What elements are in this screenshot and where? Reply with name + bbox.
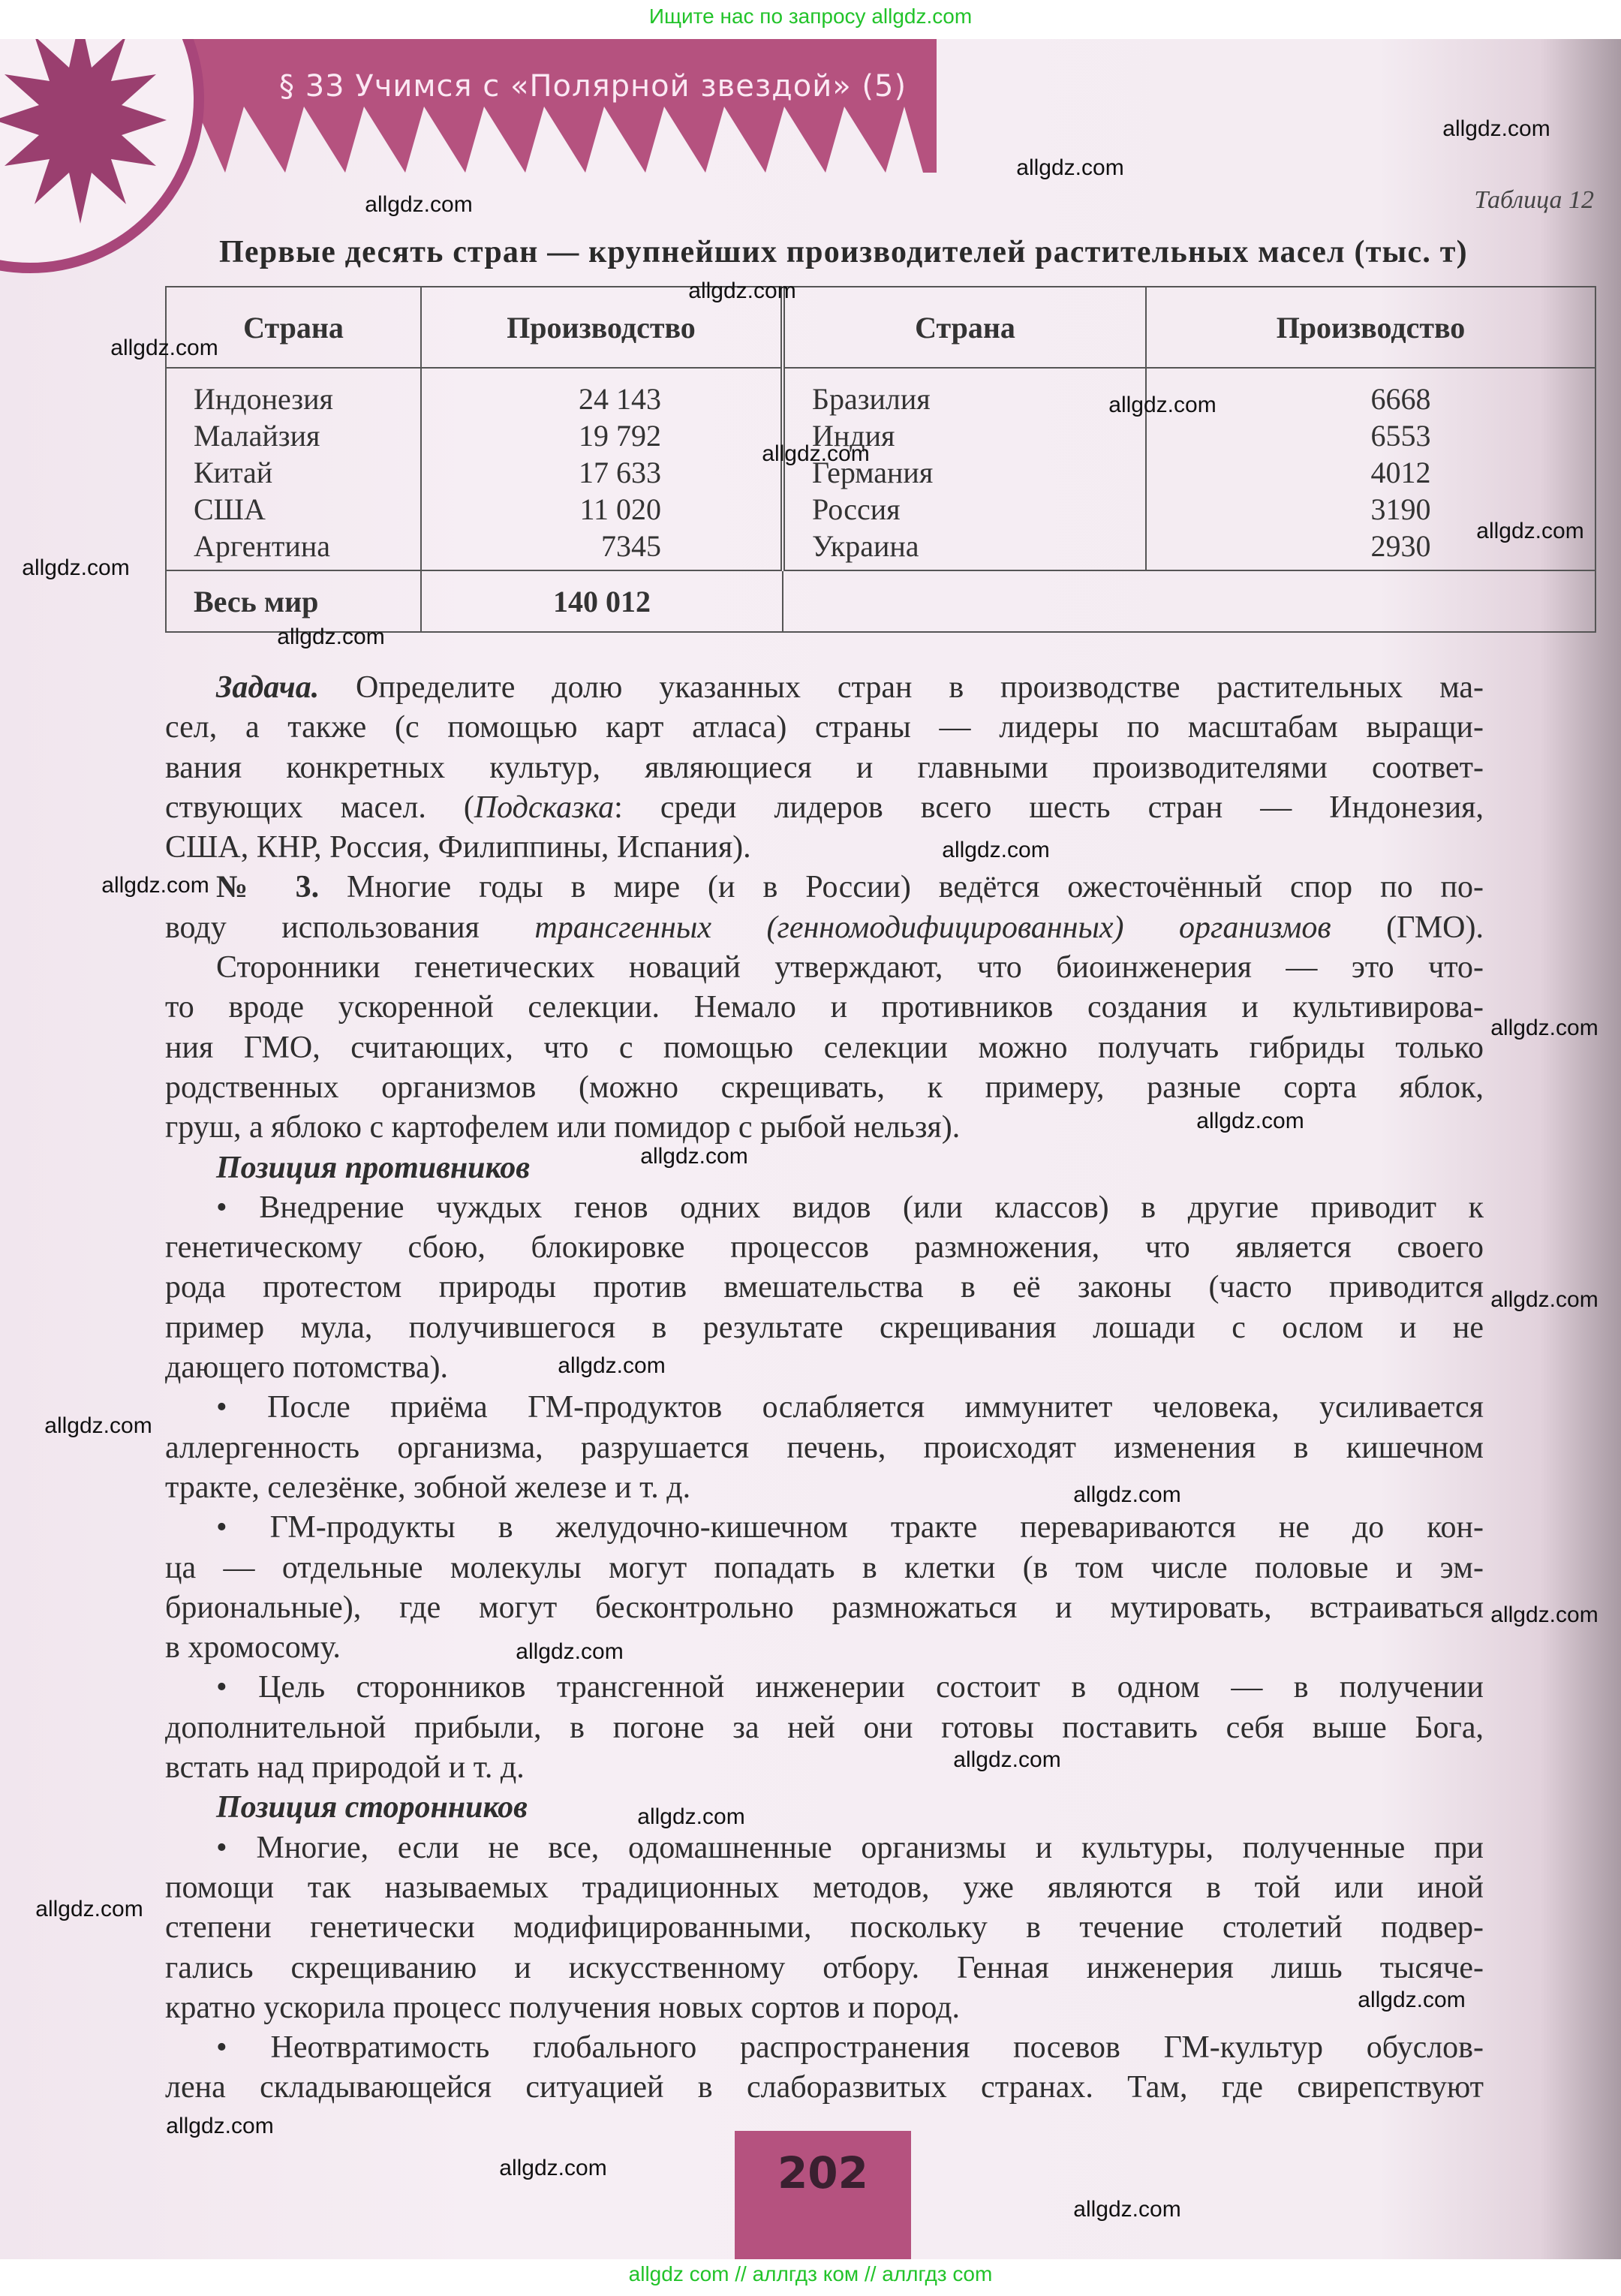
country-cell: США bbox=[194, 492, 266, 526]
text-line bbox=[165, 1188, 1484, 1228]
text-segment: дополнительной прибыли, в погоне за ней они готовы поставить себя выше Бога, bbox=[165, 1710, 1484, 1745]
text-line bbox=[165, 908, 1484, 948]
watermark: allgdz.com bbox=[558, 1353, 666, 1378]
column-header-country: Страна bbox=[166, 287, 421, 368]
text-segment: США, КНР, Россия, Филиппины, Испания). bbox=[165, 830, 751, 865]
watermark: allgdz.com bbox=[1442, 116, 1550, 141]
text-line bbox=[165, 1268, 1484, 1307]
watermark: allgdz.com bbox=[1358, 1988, 1466, 2012]
country-cell: Украина bbox=[812, 528, 919, 563]
text-segment: рода протестом природы против вмешательства в её законы (часто приводится bbox=[165, 1270, 1484, 1305]
table-title: Первые десять стран — крупнейших производителей растительных масел (тыс. т) bbox=[219, 235, 1468, 269]
text-line bbox=[165, 828, 1484, 868]
watermark: allgdz.com bbox=[110, 336, 218, 360]
country-cell: Китай bbox=[194, 455, 273, 489]
watermark: allgdz.com bbox=[1016, 155, 1124, 180]
watermark: allgdz.com bbox=[953, 1747, 1061, 1772]
country-cell: Бразилия bbox=[812, 381, 931, 416]
text-segment: № 3. bbox=[216, 870, 320, 905]
left-values bbox=[421, 368, 783, 570]
text-line bbox=[165, 1588, 1484, 1628]
text-line bbox=[165, 1948, 1484, 1988]
watermark: allgdz.com bbox=[640, 1144, 748, 1169]
text-segment: пример мула, получившегося в результате скрещивания лошади с ослом и не bbox=[165, 1310, 1484, 1345]
watermark: allgdz.com bbox=[35, 1897, 143, 1921]
value-cell: 2930 bbox=[1370, 528, 1431, 563]
bottom-banner-text: allgdz com // аллгдз ком // аллгдз com bbox=[628, 2262, 993, 2285]
text-segment: груш, а яблоко с картофелем или помидор с рыбой нельзя). bbox=[165, 1110, 961, 1145]
watermark: allgdz.com bbox=[942, 838, 1050, 862]
text-segment: (ГМО). bbox=[1331, 910, 1484, 945]
text-segment: то вроде ускоренной селекции. Немало и противников создания и культивирова- bbox=[165, 990, 1484, 1025]
text-line bbox=[165, 1828, 1484, 1868]
text-segment: генетическому сбою, блокировке процессов размножения, что является своего bbox=[165, 1230, 1484, 1265]
value-cell: 7345 bbox=[601, 528, 661, 563]
text-segment: • Неотвратимость глобального распространения посевов ГМ-культур обуслов- bbox=[216, 2030, 1484, 2066]
page-number-box bbox=[735, 2131, 911, 2259]
watermark: allgdz.com bbox=[101, 873, 209, 898]
bottom-banner bbox=[0, 2259, 1621, 2296]
text-segment: ца — отдельные молекулы могут попадать в клетки (в том числе половые и эм- bbox=[165, 1550, 1484, 1585]
text-segment: ния ГМО, считающих, что с помощью селекции можно получать гибриды только bbox=[165, 1030, 1484, 1065]
text-line bbox=[165, 748, 1484, 788]
text-segment: аллергенность организма, разрушается печень, происходят изменения в кишечном bbox=[165, 1430, 1484, 1465]
oil-production-table bbox=[165, 286, 1596, 633]
text-line bbox=[165, 2028, 1484, 2068]
text-line bbox=[165, 1388, 1484, 1428]
text-line bbox=[165, 1428, 1484, 1468]
table-caption: Таблица 12 bbox=[1474, 186, 1594, 214]
text-line bbox=[165, 868, 1484, 907]
text-segment: • Цель сторонников трансгенной инженерии состоит в одном — в получении bbox=[216, 1670, 1484, 1705]
watermark: allgdz.com bbox=[499, 2156, 607, 2180]
watermark: allgdz.com bbox=[1490, 1287, 1598, 1312]
watermark: allgdz.com bbox=[1476, 519, 1584, 543]
text-line bbox=[165, 1348, 1484, 1388]
table-row bbox=[166, 368, 1595, 570]
country-cell: Индонезия bbox=[194, 381, 333, 416]
text-segment: помощи так называемых традиционных методов, уже являются в той или иной bbox=[165, 1870, 1484, 1905]
text-segment: Многие годы в мире (и в России) ведётся ожесточённый спор по по- bbox=[319, 870, 1484, 905]
text-line bbox=[165, 1308, 1484, 1348]
text-line bbox=[165, 1468, 1484, 1508]
text-segment: бриональные), где могут бесконтрольно размножаться и мутировать, встраиваться bbox=[165, 1590, 1484, 1625]
total-value bbox=[421, 570, 783, 632]
watermark: allgdz.com bbox=[1108, 393, 1217, 417]
value-cell: 4012 bbox=[1370, 455, 1431, 489]
column-header-production: Производство bbox=[421, 287, 783, 368]
watermark: allgdz.com bbox=[1073, 2197, 1181, 2222]
table-header-row bbox=[166, 287, 1595, 368]
top-banner bbox=[0, 0, 1621, 39]
value-cell: 6668 bbox=[1370, 381, 1431, 416]
text-segment: воду использования bbox=[165, 910, 535, 945]
section-title: § 33 Учимся с «Полярной звездой» (5) bbox=[279, 69, 907, 104]
total-row bbox=[166, 570, 1595, 632]
text-segment: сел, а также (с помощью карт атласа) страны — лидеры по масштабам выращи- bbox=[165, 710, 1484, 745]
text-line bbox=[165, 1868, 1484, 1908]
text-segment: кратно ускорила процесс получения новых сортов и пород. bbox=[165, 1990, 960, 2025]
text-line bbox=[165, 1228, 1484, 1268]
text-line bbox=[165, 788, 1484, 828]
text-line bbox=[165, 708, 1484, 748]
text-segment: трансгенных (генномодифицированных) организмов bbox=[534, 910, 1331, 945]
right-countries bbox=[783, 368, 1146, 570]
text-segment: родственных организмов (можно скрещивать, к примеру, разные сорта яблок, bbox=[165, 1070, 1484, 1105]
text-segment: ствующих масел. ( bbox=[165, 790, 474, 825]
text-line bbox=[165, 1668, 1484, 1708]
text-segment: тракте, селезёнке, зобной железе и т. д. bbox=[165, 1470, 691, 1505]
watermark: allgdz.com bbox=[365, 192, 473, 217]
watermark: allgdz.com bbox=[166, 2114, 274, 2138]
text-line bbox=[165, 988, 1484, 1028]
text-line bbox=[165, 1068, 1484, 1108]
watermark: allgdz.com bbox=[1196, 1109, 1304, 1133]
text-line bbox=[165, 1748, 1484, 1788]
watermark: allgdz.com bbox=[22, 555, 130, 580]
watermark: allgdz.com bbox=[1490, 1602, 1598, 1627]
text-segment: • Многие, если не все, одомашненные организмы и культуры, полученные при bbox=[216, 1830, 1484, 1865]
text-segment: встать над природой и т. д. bbox=[165, 1750, 525, 1786]
text-line bbox=[165, 1988, 1484, 2028]
text-segment: лена складывающейся ситуацией в слаборазвитых странах. Там, где свирепствуют bbox=[165, 2070, 1484, 2105]
country-cell: Германия bbox=[812, 455, 934, 489]
watermark: allgdz.com bbox=[516, 1639, 624, 1664]
text-line bbox=[165, 1028, 1484, 1068]
text-segment: Определите долю указанных стран в производстве растительных ма- bbox=[319, 670, 1484, 705]
watermark: allgdz.com bbox=[44, 1413, 152, 1438]
page-number: 202 bbox=[777, 2147, 869, 2198]
country-cell: Индия bbox=[812, 418, 895, 453]
text-segment: дающего потомства). bbox=[165, 1350, 448, 1386]
country-cell: Малайзия bbox=[194, 418, 320, 453]
value-cell: 11 020 bbox=[579, 492, 661, 526]
left-countries bbox=[166, 368, 421, 570]
text-segment: Сторонники генетических новаций утверждают, что биоинженерия — это что- bbox=[216, 950, 1484, 986]
total-label: Весь мир bbox=[166, 570, 421, 632]
text-segment: степени генетически модифицированными, поскольку в течение столетий подвер- bbox=[165, 1910, 1484, 1945]
value-cell: 6553 bbox=[1370, 418, 1431, 453]
value-cell: 17 633 bbox=[579, 455, 661, 489]
heading-text: Позиция противников bbox=[216, 1150, 530, 1185]
text-segment: в хромосому. bbox=[165, 1630, 341, 1666]
text-segment: гались скрещиванию и искусственному отбору. Генная инженерия лишь тысяче- bbox=[165, 1950, 1484, 1985]
text-line bbox=[165, 1508, 1484, 1548]
text-line bbox=[165, 1628, 1484, 1668]
search-hint-text: Ищите нас по запросу allgdz.com bbox=[648, 5, 973, 28]
body-text bbox=[165, 668, 1484, 2108]
total-value-text: 140 012 bbox=[553, 584, 651, 618]
text-line bbox=[165, 668, 1484, 708]
text-segment: • ГМ-продукты в желудочно-кишечном тракте перевариваются не до кон- bbox=[216, 1510, 1484, 1545]
value-cell: 3190 bbox=[1370, 492, 1431, 526]
text-segment: вания конкретных культур, являющиеся и главными производителями соответ- bbox=[165, 750, 1484, 785]
text-line bbox=[165, 1908, 1484, 1948]
text-line bbox=[165, 948, 1484, 988]
country-cell: Аргентина bbox=[194, 528, 330, 563]
column-header-country: Страна bbox=[783, 287, 1146, 368]
text-line bbox=[165, 1708, 1484, 1748]
text-segment: : среди лидеров всего шесть стран — Индонезия, bbox=[614, 790, 1484, 825]
text-segment: • После приёма ГМ-продуктов ослабляется иммунитет человека, усиливается bbox=[216, 1390, 1484, 1425]
watermark: allgdz.com bbox=[762, 441, 870, 466]
text-line bbox=[165, 1148, 1484, 1188]
watermark: allgdz.com bbox=[277, 624, 385, 649]
text-line bbox=[165, 1548, 1484, 1588]
text-line bbox=[165, 2068, 1484, 2108]
watermark: allgdz.com bbox=[637, 1804, 745, 1829]
watermark: allgdz.com bbox=[688, 278, 796, 303]
value-cell: 24 143 bbox=[579, 381, 661, 416]
heading-text: Задача. bbox=[216, 670, 320, 705]
text-segment: • Внедрение чуждых генов одних видов (или классов) в другие приводит к bbox=[216, 1190, 1484, 1225]
country-cell: Россия bbox=[812, 492, 901, 526]
value-cell: 19 792 bbox=[579, 418, 661, 453]
text-line bbox=[165, 1788, 1484, 1828]
column-header-production: Производство bbox=[1146, 287, 1595, 368]
watermark: allgdz.com bbox=[1073, 1482, 1181, 1507]
watermark: allgdz.com bbox=[1490, 1016, 1598, 1040]
heading-text: Позиция сторонников bbox=[216, 1790, 528, 1825]
text-segment: Подсказка bbox=[474, 790, 615, 825]
